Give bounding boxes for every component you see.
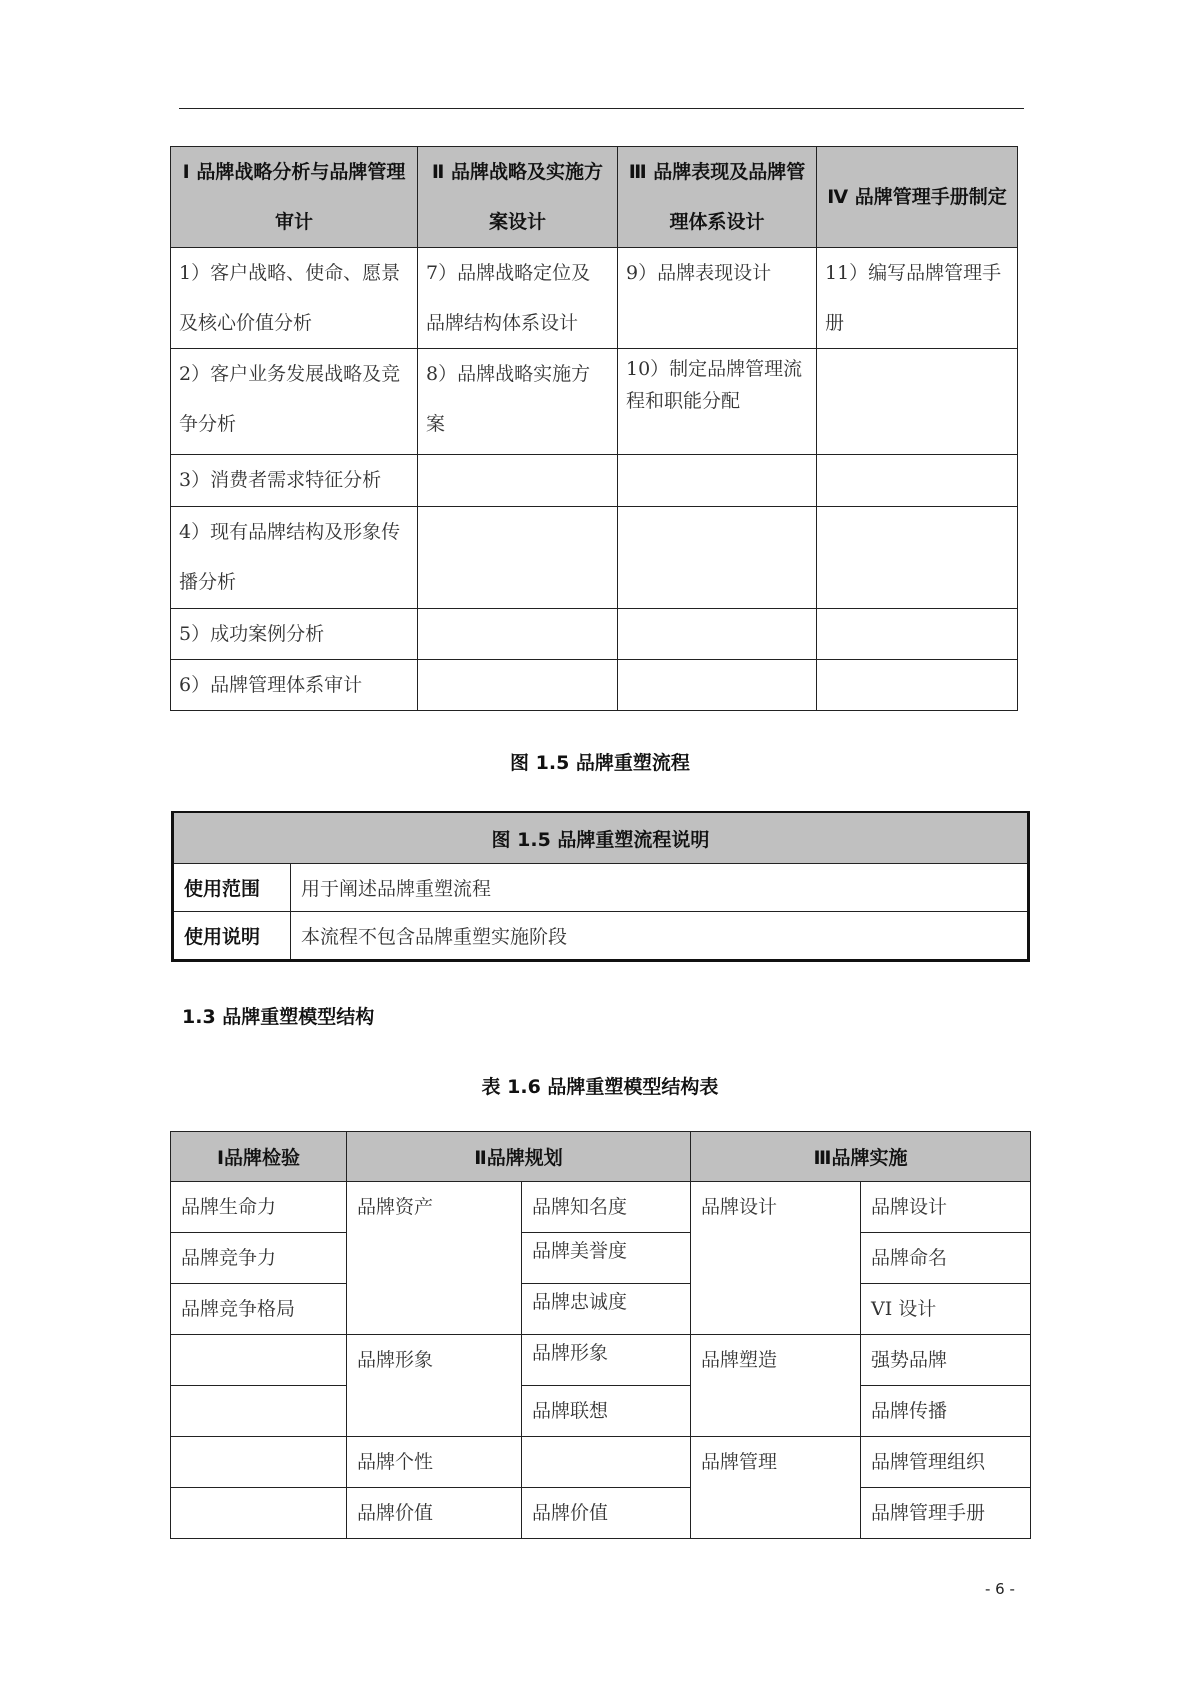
table-cell: 2）客户业务发展战略及竞争分析 — [171, 349, 418, 455]
row-label-scope: 使用范围 — [173, 864, 291, 912]
table-cell — [618, 455, 817, 507]
table-cell: 11）编写品牌管理手册 — [817, 248, 1018, 349]
table-cell: VI 设计 — [861, 1284, 1031, 1335]
table-row — [171, 1233, 1031, 1284]
table-cell: 1）客户战略、使命、愿景及核心价值分析 — [171, 248, 418, 349]
header-phase-4: Ⅳ 品牌管理手册制定 — [817, 147, 1018, 248]
table-cell: 7）品牌战略定位及品牌结构体系设计 — [418, 248, 618, 349]
table-row — [171, 349, 1018, 455]
table-cell — [171, 1386, 347, 1437]
table-cell — [817, 507, 1018, 609]
table-cell: 品牌命名 — [861, 1233, 1031, 1284]
table-cell — [418, 507, 618, 609]
table-row — [171, 455, 1018, 507]
table-cell: 品牌美誉度 — [522, 1233, 691, 1284]
header-phase-3: Ⅲ 品牌表现及品牌管理体系设计 — [618, 147, 817, 248]
table-row — [171, 1182, 1031, 1233]
group-cell: 品牌塑造 — [691, 1335, 861, 1437]
table-cell: 强势品牌 — [861, 1335, 1031, 1386]
table-row — [173, 864, 1029, 912]
table-row — [171, 1437, 1031, 1488]
table-cell: 8）品牌战略实施方案 — [418, 349, 618, 455]
table-cell — [618, 609, 817, 660]
model-structure-table — [170, 1131, 1031, 1539]
table-cell: 6）品牌管理体系审计 — [171, 660, 418, 711]
table-cell: 品牌传播 — [861, 1386, 1031, 1437]
header-phase-1: Ⅰ 品牌战略分析与品牌管理审计 — [171, 147, 418, 248]
header-implementation: Ⅲ品牌实施 — [691, 1132, 1031, 1182]
table-row — [173, 912, 1029, 961]
header-planning: Ⅱ品牌规划 — [347, 1132, 691, 1182]
table-cell: 品牌忠诚度 — [522, 1284, 691, 1335]
table-row — [171, 248, 1018, 349]
header-phase-2: Ⅱ 品牌战略及实施方案设计 — [418, 147, 618, 248]
table-cell — [817, 349, 1018, 455]
group-cell: 品牌设计 — [691, 1182, 861, 1335]
section-heading: 1.3 品牌重塑模型结构 — [182, 1006, 375, 1028]
table-cell — [418, 609, 618, 660]
table-row — [171, 1284, 1031, 1335]
table-row — [171, 1386, 1031, 1437]
table-header-row — [171, 147, 1018, 248]
table-cell — [171, 1488, 347, 1539]
table-cell — [418, 455, 618, 507]
table-cell: 4）现有品牌结构及形象传播分析 — [171, 507, 418, 609]
table-caption: 表 1.6 品牌重塑模型结构表 — [481, 1076, 719, 1098]
header-inspection: Ⅰ品牌检验 — [171, 1132, 347, 1182]
group-cell: 品牌管理 — [691, 1437, 861, 1539]
table-cell: 3）消费者需求特征分析 — [171, 455, 418, 507]
table-row — [171, 1488, 1031, 1539]
table-row — [171, 660, 1018, 711]
table-cell — [418, 660, 618, 711]
group-cell: 品牌价值 — [347, 1488, 522, 1539]
header-rule — [179, 108, 1024, 109]
process-description-table — [171, 811, 1030, 962]
brand-process-table — [170, 146, 1018, 711]
table-row — [171, 609, 1018, 660]
table-cell — [522, 1437, 691, 1488]
table-cell: 品牌管理组织 — [861, 1437, 1031, 1488]
table-cell — [171, 1335, 347, 1386]
table-cell — [817, 609, 1018, 660]
table-cell: 5）成功案例分析 — [171, 609, 418, 660]
description-table-title: 图 1.5 品牌重塑流程说明 — [173, 812, 1029, 864]
table-header-row — [173, 812, 1029, 864]
table-cell: 品牌设计 — [861, 1182, 1031, 1233]
group-cell: 品牌形象 — [347, 1335, 522, 1437]
page-number: - 6 - — [985, 1580, 1015, 1598]
table-cell: 品牌形象 — [522, 1335, 691, 1386]
table-cell: 品牌联想 — [522, 1386, 691, 1437]
table-cell — [817, 455, 1018, 507]
table-cell: 品牌知名度 — [522, 1182, 691, 1233]
table-cell: 品牌竞争格局 — [171, 1284, 347, 1335]
table-cell: 10）制定品牌管理流程和职能分配 — [618, 349, 817, 455]
group-cell: 品牌资产 — [347, 1182, 522, 1335]
row-value-scope: 用于阐述品牌重塑流程 — [291, 864, 1029, 912]
table-cell: 品牌价值 — [522, 1488, 691, 1539]
table-cell — [171, 1437, 347, 1488]
table-cell: 品牌竞争力 — [171, 1233, 347, 1284]
table-cell: 品牌管理手册 — [861, 1488, 1031, 1539]
table-cell — [618, 660, 817, 711]
table-row — [171, 507, 1018, 609]
row-value-notes: 本流程不包含品牌重塑实施阶段 — [291, 912, 1029, 961]
table-header-row — [171, 1132, 1031, 1182]
figure-caption: 图 1.5 品牌重塑流程 — [510, 752, 690, 774]
table-cell — [618, 507, 817, 609]
group-cell: 品牌个性 — [347, 1437, 522, 1488]
row-label-notes: 使用说明 — [173, 912, 291, 961]
table-cell: 品牌生命力 — [171, 1182, 347, 1233]
table-cell — [817, 660, 1018, 711]
table-cell: 9）品牌表现设计 — [618, 248, 817, 349]
table-row — [171, 1335, 1031, 1386]
